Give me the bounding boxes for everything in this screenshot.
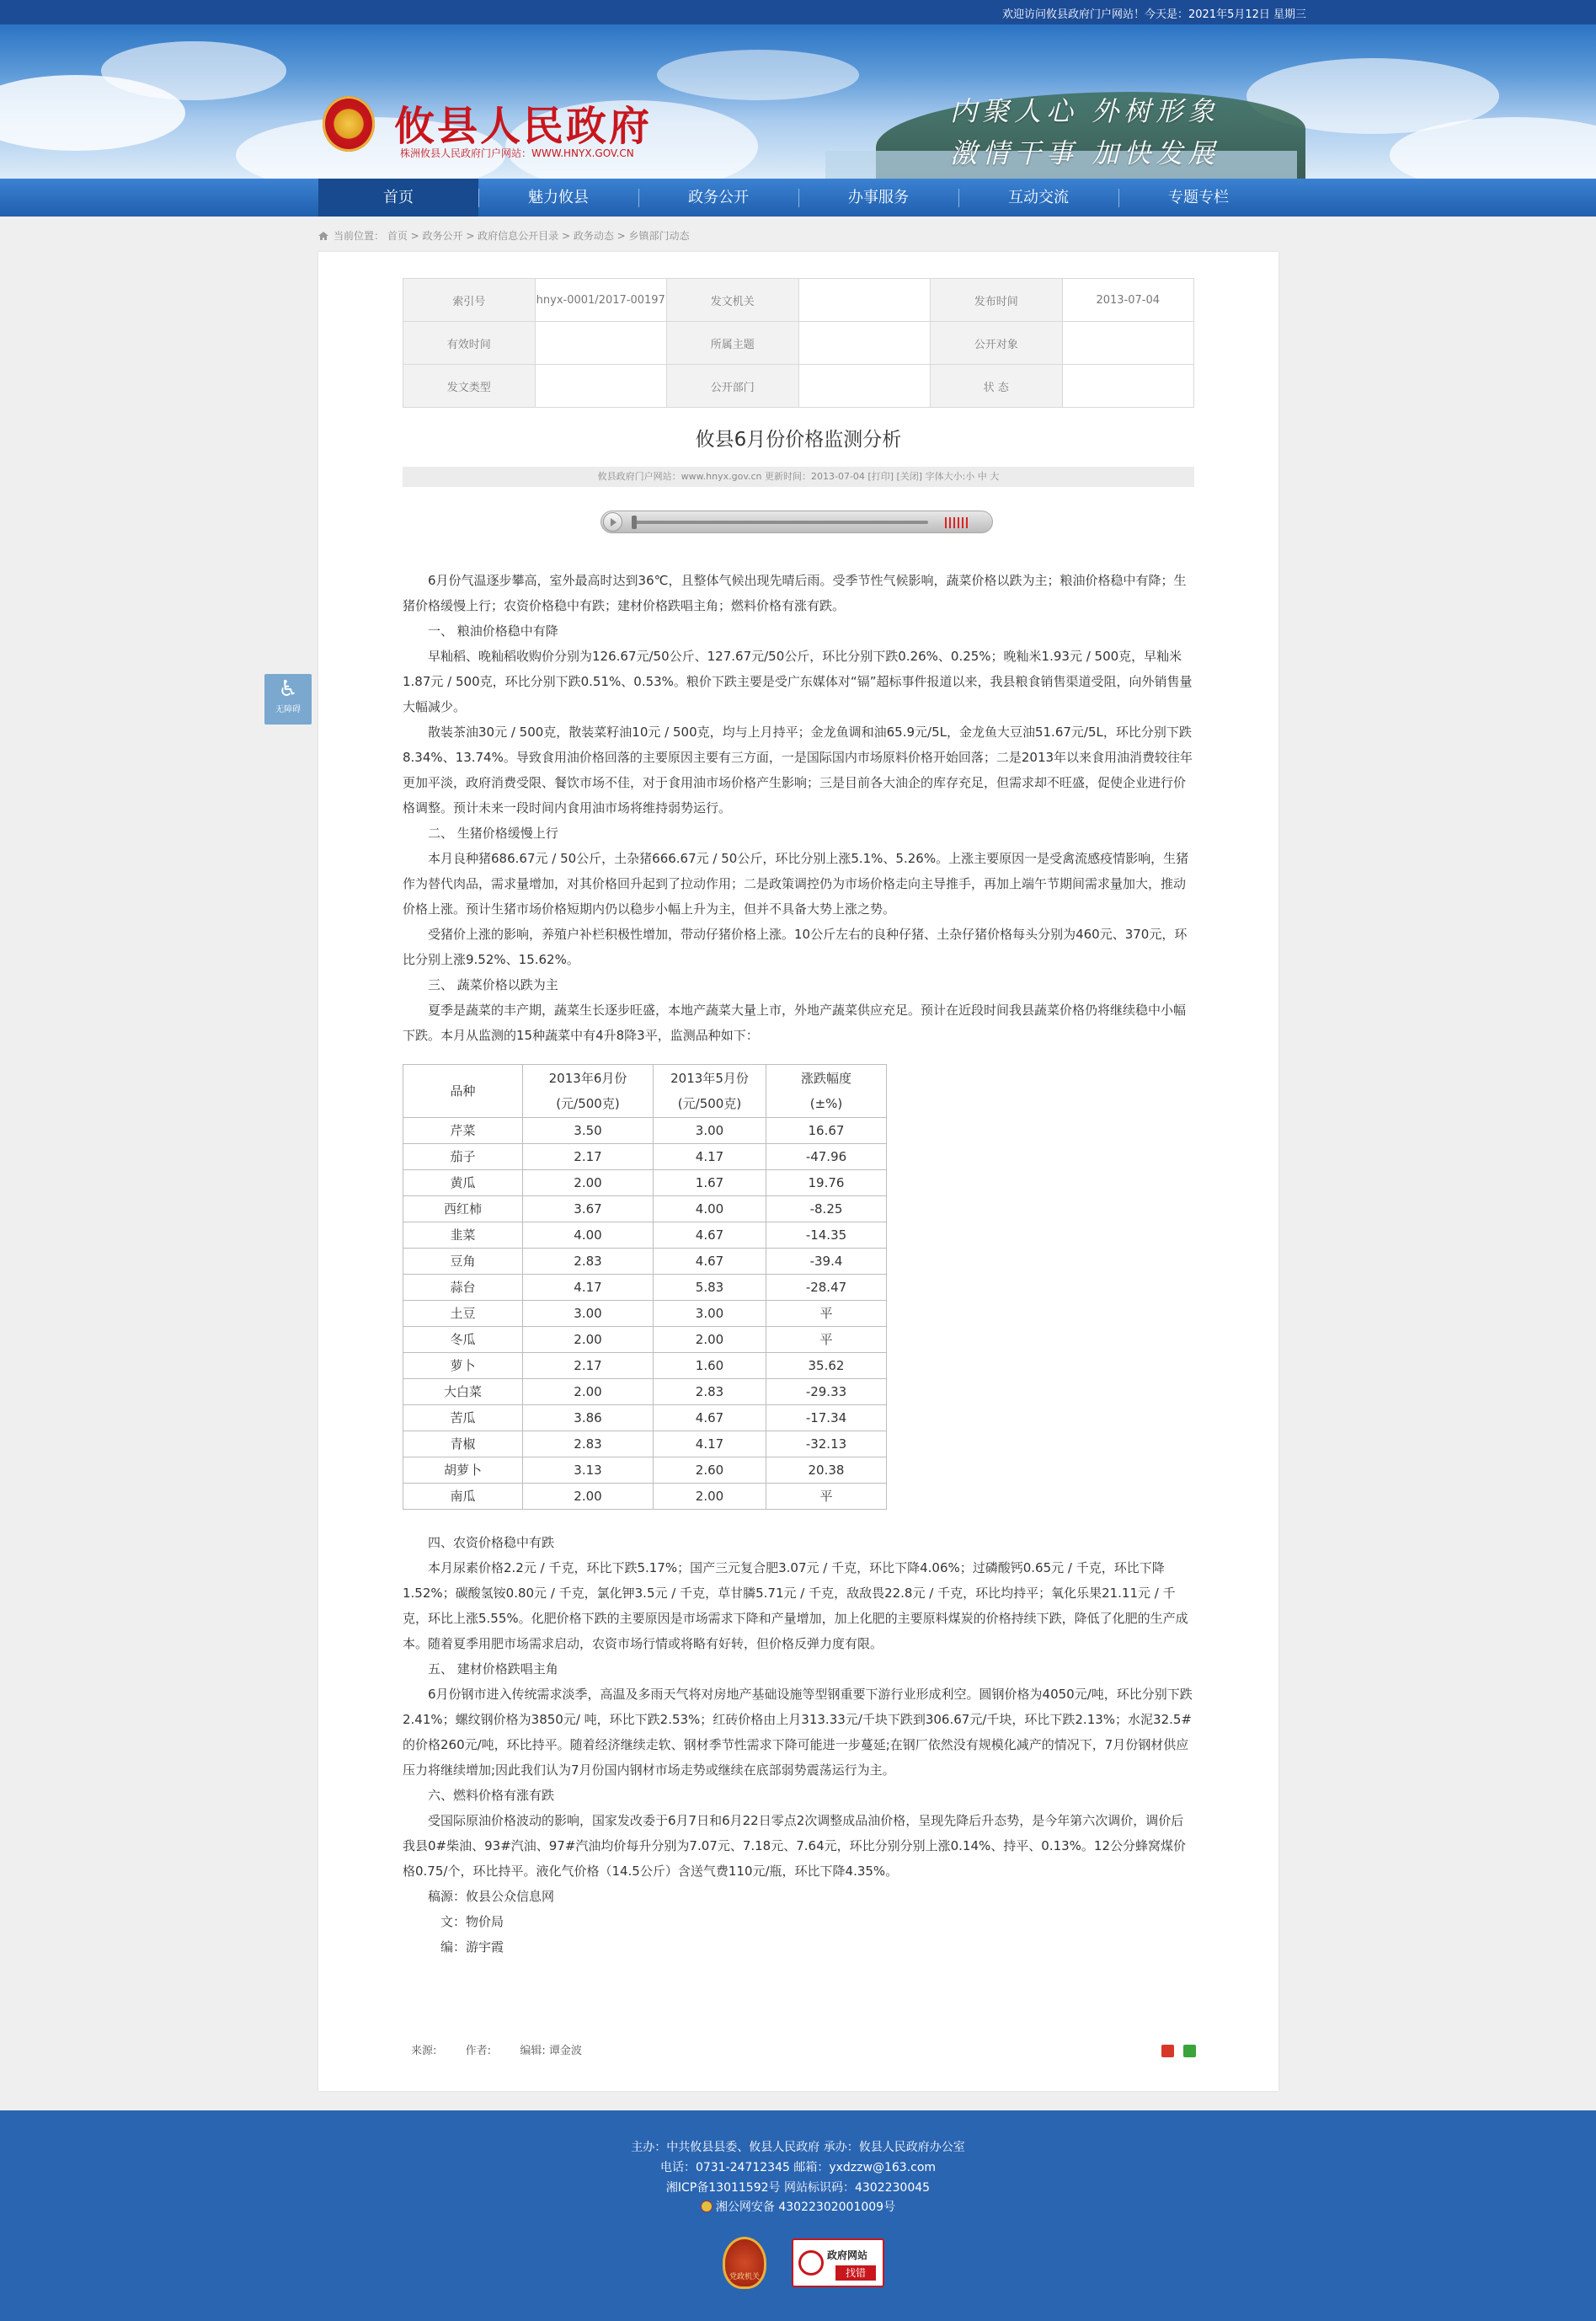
table-cell: 平 [766, 1327, 887, 1353]
table-cell: 茄子 [403, 1144, 523, 1170]
table-cell: 韭菜 [403, 1222, 523, 1249]
table-row [403, 1301, 887, 1327]
table-cell: 青椒 [403, 1431, 523, 1457]
meta-doctype-label: 发文类型 [403, 365, 536, 408]
table-cell: 3.50 [523, 1118, 654, 1144]
footer-police-text: 湘公网安备 43022302001009号 [715, 2201, 896, 2214]
footer-contact: 电话：0731-24712345 邮箱：yxdzzw@163.com [659, 2161, 937, 2174]
table-cell: 4.17 [654, 1144, 766, 1170]
national-emblem-icon [323, 96, 375, 152]
meta-dept-value [798, 365, 931, 408]
footer-sponsor: 主办：中共攸县县委、攸县人民政府 承办：攸县人民政府办公室 [631, 2141, 965, 2154]
meta-dept-label: 公开部门 [667, 365, 799, 408]
table-cell: 蒜台 [403, 1275, 523, 1301]
source-label: 来源: [411, 2045, 437, 2057]
meta-audience-label: 公开对象 [931, 322, 1063, 365]
party-gov-badge-label: 党政机关 [729, 2273, 760, 2281]
main-nav [0, 179, 1596, 217]
table-cell: 西红柿 [403, 1196, 523, 1222]
author-label: 作者: [465, 2045, 492, 2057]
meta-index-value: hnyx-0001/2017-00197 [535, 279, 667, 322]
accessibility-button[interactable] [264, 674, 312, 725]
breadcrumb [318, 228, 690, 243]
editor-value: 谭金波 [548, 2045, 582, 2057]
paragraph: 受国际原油价格波动的影响，国家发改委于6月7日和6月22日零点2次调整成品油价格，呈现先降后升态势，是今年第六次调价，调价后我县0#柴油、93#汽油、97#汽油均价每升分别为7.07元、7.18元、7.64元，环比分别分别上涨0.14%、持平、0.13%。12公分蜂窝煤价格0.75/个，环比持平。液化气价格（14.5公斤）含送气费110元/瓶，环比下降4.35%。 [403, 1813, 1187, 1879]
meta-topic-label: 所属主题 [667, 322, 799, 365]
table-row [403, 1431, 887, 1457]
table-cell: 3.13 [523, 1457, 654, 1484]
slogan-line-1: 内聚人心 外树形象 [950, 95, 1220, 127]
table-cell: 大白菜 [403, 1379, 523, 1405]
table-row [403, 1405, 887, 1431]
table-cell: -32.13 [766, 1431, 887, 1457]
table-row [403, 1484, 887, 1510]
table-row [403, 1170, 887, 1196]
table-header-cell: 涨跌幅度 (±%) [766, 1065, 887, 1118]
table-cell: 萝卜 [403, 1353, 523, 1379]
article-title: 攸县6月份价格监测分析 [695, 429, 902, 451]
meta-status-value [1062, 365, 1194, 408]
volume-icon[interactable] [945, 517, 969, 528]
meta-status-label: 状 态 [931, 365, 1063, 408]
table-cell: 19.76 [766, 1170, 887, 1196]
credit-author: 文：物价局 [440, 1914, 504, 1929]
section-heading: 一、 粮油价格稳中有降 [428, 623, 558, 639]
table-cell: -28.47 [766, 1275, 887, 1301]
table-cell: 2.17 [523, 1353, 654, 1379]
meta-index-label: 索引号 [403, 279, 536, 322]
audio-progress-handle[interactable] [632, 516, 637, 529]
table-cell: 4.00 [523, 1222, 654, 1249]
meta-issuer-value [798, 279, 931, 322]
section-heading: 六、燃料价格有涨有跌 [428, 1788, 555, 1803]
paragraph: 散装茶油30元 / 500克，散装菜籽油10元 / 500克，均与上月持平；金龙鱼调和油65.9元/5L，金龙鱼大豆油51.67元/5L，环比分别下跌8.34%、13.74%。导致食用油价格回落的主要原因主要有三方面，一是国际国内市场原料价格开始回落；二是2013年以来食用油消费较往年更加平淡，政府消费受限、餐饮市场不佳，对于食用油市场价格产生影响；三是目前各大油企的库存充足，但需求却不旺盛，促使企业进行价格调整。预计未来一段时间内食用油市场将维持弱势运行。 [403, 725, 1193, 816]
section-heading: 三、 蔬菜价格以跌为主 [428, 977, 558, 992]
table-cell: 豆角 [403, 1249, 523, 1275]
table-row [403, 1457, 887, 1484]
accessibility-label: 无障碍 [275, 705, 301, 714]
table-cell: 平 [766, 1301, 887, 1327]
table-cell: 土豆 [403, 1301, 523, 1327]
slogan-line-2: 激情干事 加快发展 [950, 137, 1220, 169]
share-icons [1156, 2045, 1196, 2061]
article-footer-meta [411, 2041, 582, 2057]
audio-progress-bar[interactable] [633, 521, 928, 524]
table-row [403, 1327, 887, 1353]
table-cell: 2.00 [654, 1484, 766, 1510]
table-cell: 冬瓜 [403, 1327, 523, 1353]
gov-site-label: 政府网站 [827, 2249, 868, 2261]
play-icon[interactable] [603, 512, 622, 532]
table-cell: -29.33 [766, 1379, 887, 1405]
paragraph: 6月份气温逐步攀高，室外最高时达到36℃，且整体气候出现先晴后雨。受季节性气候影响，蔬菜价格以跌为主；粮油价格稳中有降；生猪价格缓慢上行；农资价格稳中有跌；建材价格跌唱主角；燃料价格有涨有跌。 [403, 573, 1187, 613]
gov-site-error-report-badge[interactable] [792, 2238, 884, 2287]
table-row [403, 1144, 887, 1170]
table-row [403, 1275, 887, 1301]
wheelchair-icon: ♿ [278, 677, 298, 702]
party-gov-badge[interactable] [723, 2237, 766, 2289]
table-cell: 南瓜 [403, 1484, 523, 1510]
nav-item-gov-affairs[interactable]: 政务公开 [688, 189, 749, 206]
table-cell: 3.00 [654, 1118, 766, 1144]
site-title[interactable]: 攸县人民政府 [394, 103, 653, 150]
welcome-text: 欢迎访问攸县政府门户网站！今天是：2021年5月12日 星期三 [1002, 8, 1307, 21]
paragraph: 夏季是蔬菜的丰产期，蔬菜生长逐步旺盛，本地产蔬菜大量上市，外地产蔬菜供应充足。预计在近段时间我县蔬菜价格仍将继续稳中小幅下跌。本月从监测的15种蔬菜中有4升8降3平，监测品种如下： [403, 1003, 1187, 1043]
table-row [403, 1118, 887, 1144]
paragraph: 早籼稻、晚籼稻收购价分别为126.67元/50公斤、127.67元/50公斤，环比分别下跌0.26%、0.25%；晚籼米1.93元 / 500克，早籼米1.87元 / 500克，环比分别下跌0.51%、0.53%。粮价下跌主要是受广东媒体对“镉”超标事件报道以来，我县粮食销售渠道受阻，向外销售量大幅减少。 [403, 649, 1193, 714]
table-cell: 胡萝卜 [403, 1457, 523, 1484]
audio-player[interactable] [601, 511, 993, 533]
table-cell: 2.00 [523, 1379, 654, 1405]
editor-label: 编辑: [520, 2045, 546, 2057]
magnifier-icon [798, 2250, 824, 2276]
table-cell: 2.60 [654, 1457, 766, 1484]
table-cell: 4.67 [654, 1405, 766, 1431]
table-cell: 2.83 [523, 1431, 654, 1457]
paragraph: 受猪价上涨的影响，养殖户补栏积极性增加，带动仔猪价格上涨。10公斤左右的良种仔猪、土杂仔猪价格每头分别为460元、370元，环比分别上涨9.52%、15.62%。 [403, 927, 1188, 967]
footer-icp[interactable]: 湘ICP备13011592号 网站标识码：4302230045 [665, 2181, 931, 2195]
paragraph: 本月良种猪686.67元 / 50公斤，土杂猪666.67元 / 50公斤，环比分别上涨5.1%、5.26%。上涨主要原因一是受禽流感疫情影响，生猪作为替代肉品，需求量增加，对其价格回升起到了拉动作用；二是政策调控仍为市场价格走向主导推手，再加上端午节期间需求量加大，推动价格上涨。预计生猪市场价格短期内仍以稳步小幅上升为主，但并不具备大势上涨之势。 [403, 851, 1189, 917]
meta-publish-value: 2013-07-04 [1062, 279, 1194, 322]
table-cell: 平 [766, 1484, 887, 1510]
breadcrumb-text[interactable]: 当前位置： 首页 > 政务公开 > 政府信息公开目录 > 政务动态 > 乡镇部门动态 [334, 230, 690, 242]
table-cell: 5.83 [654, 1275, 766, 1301]
table-cell: 4.67 [654, 1249, 766, 1275]
top-bar [0, 0, 1596, 24]
footer-police-record[interactable] [0, 2198, 1596, 2215]
table-header-cell: 2013年5月份 (元/500克) [654, 1065, 766, 1118]
table-cell: -17.34 [766, 1405, 887, 1431]
meta-topic-value [798, 322, 931, 365]
article-info-bar[interactable]: 攸县政府门户网站：www.hnyx.gov.cn 更新时间：2013-07-04 [打印] [关闭] 字体大小:小 中 大 [403, 467, 1194, 487]
meta-issuer-label: 发文机关 [667, 279, 799, 322]
nav-item-interaction[interactable]: 互动交流 [1008, 189, 1069, 206]
nav-item-special[interactable]: 专题专栏 [1168, 189, 1229, 206]
table-header-cell: 品种 [403, 1065, 523, 1118]
table-cell: 2.83 [654, 1379, 766, 1405]
site-footer [0, 2110, 1596, 2321]
table-cell: 4.17 [654, 1431, 766, 1457]
table-cell: 4.17 [523, 1275, 654, 1301]
table-cell: 芹菜 [403, 1118, 523, 1144]
table-cell: 4.67 [654, 1222, 766, 1249]
table-cell: 3.86 [523, 1405, 654, 1431]
content-panel [318, 252, 1278, 2091]
credit-source: 稿源：攸县公众信息网 [428, 1889, 555, 1904]
table-cell: 2.00 [523, 1327, 654, 1353]
table-cell: 4.00 [654, 1196, 766, 1222]
table-cell: -39.4 [766, 1249, 887, 1275]
table-cell: -47.96 [766, 1144, 887, 1170]
home-icon [318, 232, 328, 240]
table-cell: 3.67 [523, 1196, 654, 1222]
table-cell: 2.00 [523, 1170, 654, 1196]
credit-editor: 编：游宇霞 [440, 1939, 504, 1955]
meta-doctype-value [535, 365, 667, 408]
section-heading: 四、农资价格稳中有跌 [428, 1535, 555, 1550]
table-cell: 20.38 [766, 1457, 887, 1484]
table-row [403, 1196, 887, 1222]
table-cell: 苦瓜 [403, 1405, 523, 1431]
share-weibo-icon[interactable] [1161, 2045, 1174, 2057]
table-cell: 2.17 [523, 1144, 654, 1170]
table-cell: 黄瓜 [403, 1170, 523, 1196]
article-body [403, 568, 1194, 1960]
meta-audience-value [1062, 322, 1194, 365]
police-badge-icon [701, 2201, 713, 2212]
table-cell: 35.62 [766, 1353, 887, 1379]
nav-item-home[interactable]: 首页 [318, 179, 478, 217]
vegetable-price-table [403, 1064, 887, 1510]
table-cell: 3.00 [654, 1301, 766, 1327]
table-row [403, 1353, 887, 1379]
share-wechat-icon[interactable] [1183, 2045, 1196, 2057]
meta-valid-value [535, 322, 667, 365]
section-heading: 二、 生猪价格缓慢上行 [428, 826, 558, 841]
table-row [403, 1249, 887, 1275]
table-cell: -8.25 [766, 1196, 887, 1222]
nav-item-services[interactable]: 办事服务 [848, 189, 909, 206]
table-cell: 2.00 [654, 1327, 766, 1353]
site-subtitle: 株洲攸县人民政府门户网站：WWW.HNYX.GOV.CN [400, 147, 634, 159]
meta-valid-label: 有效时间 [403, 322, 536, 365]
document-meta-table [403, 278, 1194, 408]
paragraph: 6月份钢市进入传统需求淡季，高温及多雨天气将对房地产基础设施等型钢重要下游行业形成利空。圆钢价格为4050元/吨，环比分别下跌2.41%；螺纹钢价格为3850元/ 吨，环比下跌2.53%；红砖价格由上月313.33元/千块下跌到306.67元/千块，环比下跌2.13%；水泥32.5#的价格260元/吨，环比持平。随着经济继续走软、钢材季节性需求下降可能进一步蔓延;在钢厂依然没有规模化减产的情况下，7月份钢材供应压力将继续增加;因此我们认为7月份国内钢材市场走势或继续在底部弱势震荡运行为主。 [403, 1687, 1193, 1778]
table-cell: 1.67 [654, 1170, 766, 1196]
table-cell: 2.83 [523, 1249, 654, 1275]
header-banner [0, 24, 1596, 179]
table-cell: 3.00 [523, 1301, 654, 1327]
table-cell: 16.67 [766, 1118, 887, 1144]
table-row [403, 1379, 887, 1405]
table-cell: 2.00 [523, 1484, 654, 1510]
section-heading: 五、 建材价格跌唱主角 [428, 1661, 558, 1677]
meta-publish-label: 发布时间 [931, 279, 1063, 322]
table-header-cell: 2013年6月份 (元/500克) [523, 1065, 654, 1118]
table-row [403, 1222, 887, 1249]
table-cell: -14.35 [766, 1222, 887, 1249]
nav-item-charm[interactable]: 魅力攸县 [528, 189, 589, 206]
table-cell: 1.60 [654, 1353, 766, 1379]
error-report-label: 找错 [835, 2265, 876, 2281]
paragraph: 本月尿素价格2.2元 / 千克，环比下跌5.17%；国产三元复合肥3.07元 / 千克，环比下降4.06%；过磷酸钙0.65元 / 千克，环比下降1.52%；碳酸氢铵0.80元 / 千克，氯化钾3.5元 / 千克，草甘膦5.71元 / 千克，敌敌畏22.8元 / 千克，环比均持平；氧化乐果21.11元 / 千克，环比上涨5.55%。化肥价格下跌的主要原因是市场需求下降和产量增加，加上化肥的主要原料煤炭的价格持续下跌，降低了化肥的生产成本。随着夏季用肥市场需求启动，农资市场行情或将略有好转，但价格反弹力度有限。 [403, 1560, 1188, 1651]
